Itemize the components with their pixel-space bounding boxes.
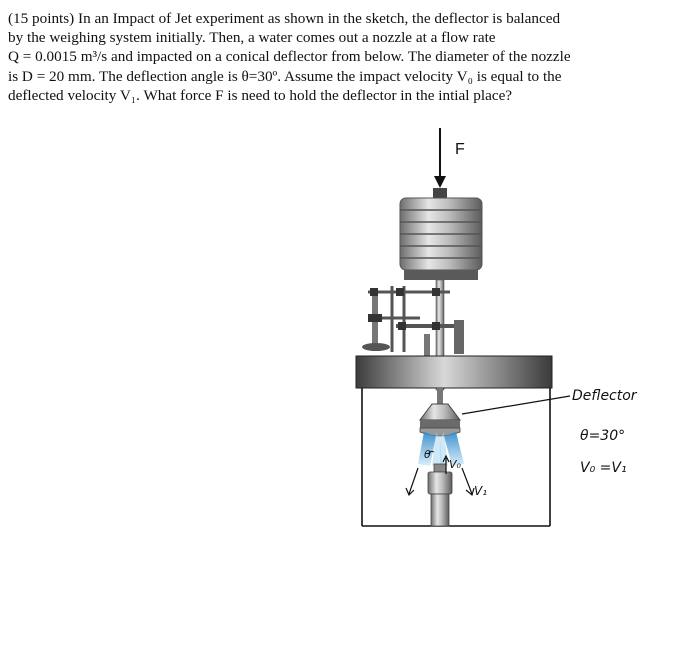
deflector-label: Deflector [572, 388, 637, 404]
top-plate [356, 356, 552, 388]
theta-label: θ [424, 448, 431, 461]
velocity-relation-label: V₀ =V₁ [580, 460, 627, 476]
deflector-rod [437, 388, 443, 404]
problem-line-2: by the weighing system initially. Then, a water comes out a nozzle at a flow rate [8, 29, 496, 47]
left-support [362, 296, 390, 351]
force-arrow [434, 128, 446, 188]
force-label: F [455, 141, 465, 158]
angle-label: θ=30° [580, 428, 626, 444]
problem-line-3: Q = 0.0015 m³/s and impacted on a conical deflector from below. The diameter of the nozzle [8, 48, 571, 66]
right-post [424, 334, 430, 356]
problem-line-5: deflected velocity V₁. What force F is need to hold the deflector in the intial place? [8, 86, 513, 104]
nozzle [428, 464, 452, 526]
weight-stack [400, 198, 482, 280]
deflector [420, 404, 460, 436]
v1-label: V₁ [474, 484, 488, 498]
problem-line-4: is D = 20 mm. The deflection angle is θ=30º. Assume the impact velocity V₀ is equal to the [8, 67, 562, 85]
problem-line-1: (15 points) In an Impact of Jet experiment as shown in the sketch, the deflector is balanced [8, 10, 561, 27]
v0-label: V₀ [449, 458, 461, 471]
weight-cap [433, 188, 447, 198]
deflector-leader-line [462, 396, 570, 414]
